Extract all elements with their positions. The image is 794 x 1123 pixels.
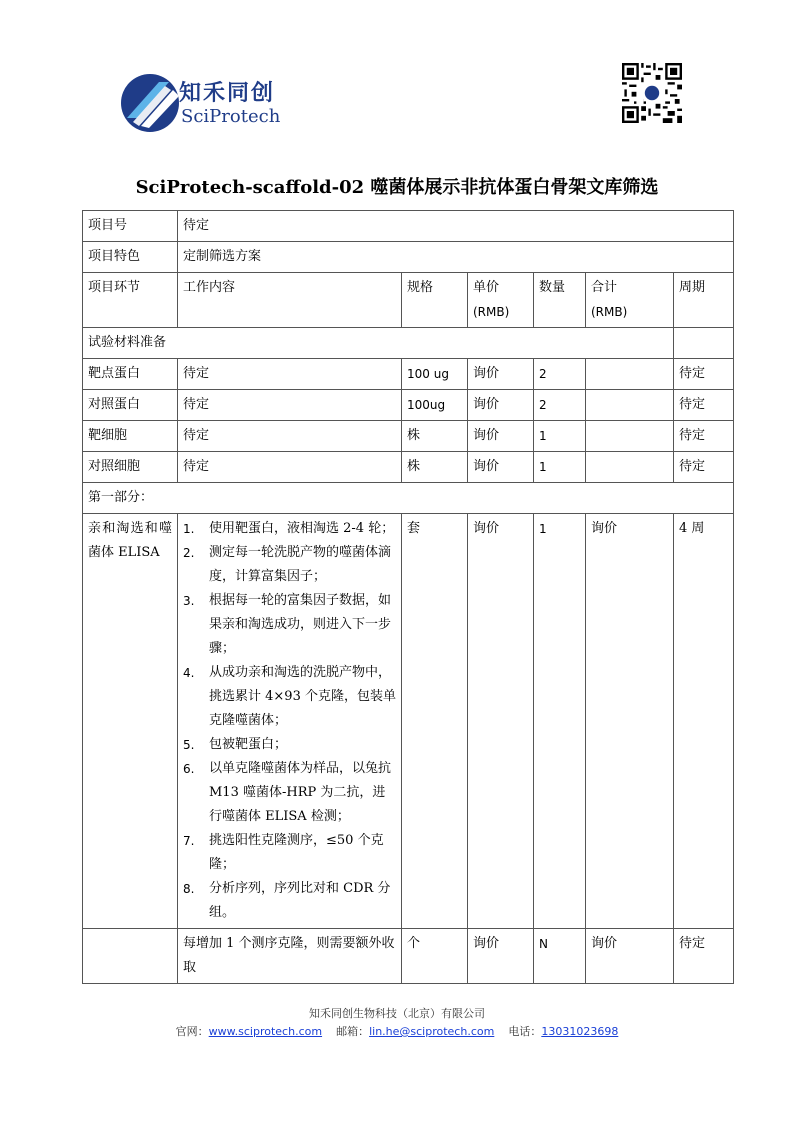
logo-mark-icon — [119, 72, 181, 134]
material-total — [586, 421, 674, 452]
material-price: 询价 — [468, 359, 534, 390]
step-text: 挑选阳性克隆测序，≤50 个克隆； — [209, 833, 384, 872]
header-total — [586, 273, 674, 328]
list-item — [183, 541, 396, 589]
extra-total: 询价 — [586, 929, 674, 984]
step-number: 2. — [183, 546, 195, 560]
list-item — [183, 829, 396, 877]
step-number: 7. — [183, 834, 195, 848]
material-spec: 100ug — [402, 390, 468, 421]
material-price: 询价 — [468, 390, 534, 421]
header-spec: 规格 — [402, 273, 468, 328]
company-logo — [119, 72, 289, 132]
step-number: 1. — [183, 522, 195, 536]
material-qty: 1 — [534, 421, 586, 452]
header-cycle: 周期 — [674, 273, 734, 328]
project-no-label: 项目号 — [83, 211, 178, 242]
material-cycle: 待定 — [674, 421, 734, 452]
step-text: 根据每一轮的富集因子数据，如果亲和淘选成功，则进入下一步骤； — [209, 593, 392, 656]
panning-spec: 套 — [402, 514, 468, 929]
extra-stage — [83, 929, 178, 984]
step-text: 测定每一轮洗脱产物的噬菌体滴度，计算富集因子； — [209, 545, 392, 584]
material-spec: 100 ug — [402, 359, 468, 390]
extra-qty: N — [534, 929, 586, 984]
material-qty: 1 — [534, 452, 586, 483]
qr-code-icon — [622, 63, 682, 123]
material-total — [586, 452, 674, 483]
header-unit-price — [468, 273, 534, 328]
feature-value: 定制筛选方案 — [178, 242, 734, 273]
material-spec: 株 — [402, 452, 468, 483]
step-text: 从成功亲和淘选的洗脱产物中，挑选累计 4×93 个克隆，包装单克隆噬菌体； — [209, 665, 396, 728]
header-stage: 项目环节 — [83, 273, 178, 328]
step-number: 6. — [183, 762, 195, 776]
list-item — [183, 589, 396, 661]
table-row — [83, 211, 734, 242]
material-content: 待定 — [178, 359, 402, 390]
header-content: 工作内容 — [178, 273, 402, 328]
material-cycle: 待定 — [674, 452, 734, 483]
page-title: SciProtech-scaffold-02 噬菌体展示非抗体蛋白骨架文库筛选 — [135, 177, 659, 198]
material-stage: 对照蛋白 — [83, 390, 178, 421]
material-price: 询价 — [468, 452, 534, 483]
table-row — [83, 929, 734, 984]
header-unit-price-label: 单价 — [473, 280, 500, 295]
email-link[interactable]: lin.he@sciprotech.com — [369, 1025, 495, 1038]
logo-chinese-name: 知禾同创 — [179, 81, 276, 106]
step-number: 8. — [183, 882, 195, 896]
extra-spec: 个 — [402, 929, 468, 984]
steps-list — [183, 517, 396, 925]
panning-steps — [178, 514, 402, 929]
footer-web-label: 官网： — [175, 1025, 209, 1038]
extra-price: 询价 — [468, 929, 534, 984]
table-row — [83, 421, 734, 452]
section-row — [83, 328, 734, 359]
footer-company: 知禾同创生物科技（北京）有限公司 — [309, 1007, 485, 1020]
extra-content: 每增加 1 个测序克隆，则需要额外收取 — [178, 929, 402, 984]
material-price: 询价 — [468, 421, 534, 452]
table-row — [83, 242, 734, 273]
step-text: 包被靶蛋白； — [209, 737, 288, 752]
material-total — [586, 390, 674, 421]
section-materials-blank — [674, 328, 734, 359]
table-row — [83, 514, 734, 929]
page-footer — [0, 1005, 794, 1041]
panning-qty: 1 — [534, 514, 586, 929]
step-text: 以单克隆噬菌体为样品，以兔抗 M13 噬菌体-HRP 为二抗，进行噬菌体 ELISA 检测； — [209, 761, 392, 824]
list-item — [183, 517, 396, 541]
header-total-label: 合计 — [591, 280, 618, 295]
panning-price: 询价 — [468, 514, 534, 929]
header-unit-price-currency: (RMB) — [473, 305, 510, 319]
material-cycle: 待定 — [674, 390, 734, 421]
table-header-row — [83, 273, 734, 328]
feature-label: 项目特色 — [83, 242, 178, 273]
footer-email-label: 邮箱： — [336, 1025, 370, 1038]
panning-cycle: 4 周 — [674, 514, 734, 929]
material-spec: 株 — [402, 421, 468, 452]
section-materials: 试验材料准备 — [83, 328, 674, 359]
list-item — [183, 661, 396, 733]
phone-link[interactable]: 13031023698 — [541, 1025, 619, 1038]
header-total-currency: (RMB) — [591, 305, 628, 319]
material-qty: 2 — [534, 390, 586, 421]
table-row — [83, 390, 734, 421]
list-item — [183, 877, 396, 925]
material-content: 待定 — [178, 421, 402, 452]
project-no-value: 待定 — [178, 211, 734, 242]
quote-table — [82, 210, 734, 984]
step-number: 4. — [183, 666, 195, 680]
section-row — [83, 483, 734, 514]
logo-english-name: SciProtech — [181, 106, 281, 127]
footer-contact — [0, 1023, 794, 1041]
material-cycle: 待定 — [674, 359, 734, 390]
website-link[interactable]: www.sciprotech.com — [208, 1025, 323, 1038]
material-total — [586, 359, 674, 390]
material-stage: 对照细胞 — [83, 452, 178, 483]
header-qty: 数量 — [534, 273, 586, 328]
footer-phone-label: 电话： — [508, 1025, 542, 1038]
step-text: 分析序列，序列比对和 CDR 分组。 — [209, 881, 391, 920]
panning-total: 询价 — [586, 514, 674, 929]
section-part-one: 第一部分： — [83, 483, 734, 514]
material-stage: 靶细胞 — [83, 421, 178, 452]
step-number: 3. — [183, 594, 195, 608]
panning-stage: 亲和淘选和噬菌体 ELISA — [83, 514, 178, 929]
table-row — [83, 359, 734, 390]
list-item — [183, 733, 396, 757]
step-number: 5. — [183, 738, 195, 752]
table-row — [83, 452, 734, 483]
material-content: 待定 — [178, 452, 402, 483]
material-qty: 2 — [534, 359, 586, 390]
material-content: 待定 — [178, 390, 402, 421]
list-item — [183, 757, 396, 829]
material-stage: 靶点蛋白 — [83, 359, 178, 390]
extra-cycle: 待定 — [674, 929, 734, 984]
step-text: 使用靶蛋白，液相淘选 2-4 轮； — [209, 521, 395, 536]
